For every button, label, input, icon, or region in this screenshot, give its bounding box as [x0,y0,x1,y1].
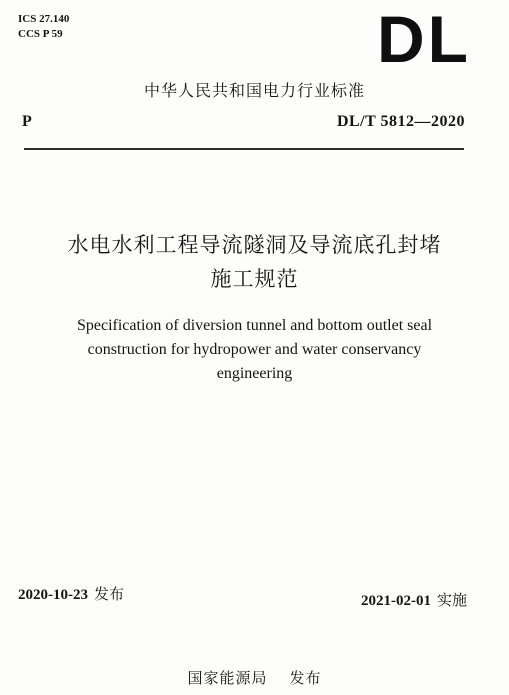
classification-codes [18,12,69,42]
implement-date: 2021-02-01 [360,593,431,609]
title-english-line-3: engineering [216,365,293,382]
standard-category: 中华人民共和国电力行业标准 [143,81,365,100]
standard-number: DL/T 5812—2020 [336,113,465,130]
issue-date: 2020-10-23 [18,587,88,603]
publisher-action: 发布 [289,669,322,687]
header-divider [24,148,464,150]
title-english-line-1: Specification of diversion tunnel and bottom outlet seal [76,317,433,334]
title-chinese [0,228,509,296]
issue-date-block [18,583,124,604]
title-english [0,314,509,386]
publisher-name: 国家能源局 [187,669,268,687]
title-chinese-line-2: 施工规范 [210,267,299,291]
issue-label: 发布 [94,585,125,603]
implement-label: 实施 [436,591,467,609]
ccs-code: CCS P 59 [18,28,63,40]
class-letter: P [22,113,32,130]
ics-code: ICS 27.140 [18,13,70,25]
publisher-line [0,667,509,688]
title-chinese-line-1: 水电水利工程导流隧洞及导流底孔封堵 [67,233,442,257]
implement-date-block [361,589,467,610]
title-english-line-2: construction for hydropower and water conservancy [87,341,422,358]
dl-logo: DL [377,2,471,76]
